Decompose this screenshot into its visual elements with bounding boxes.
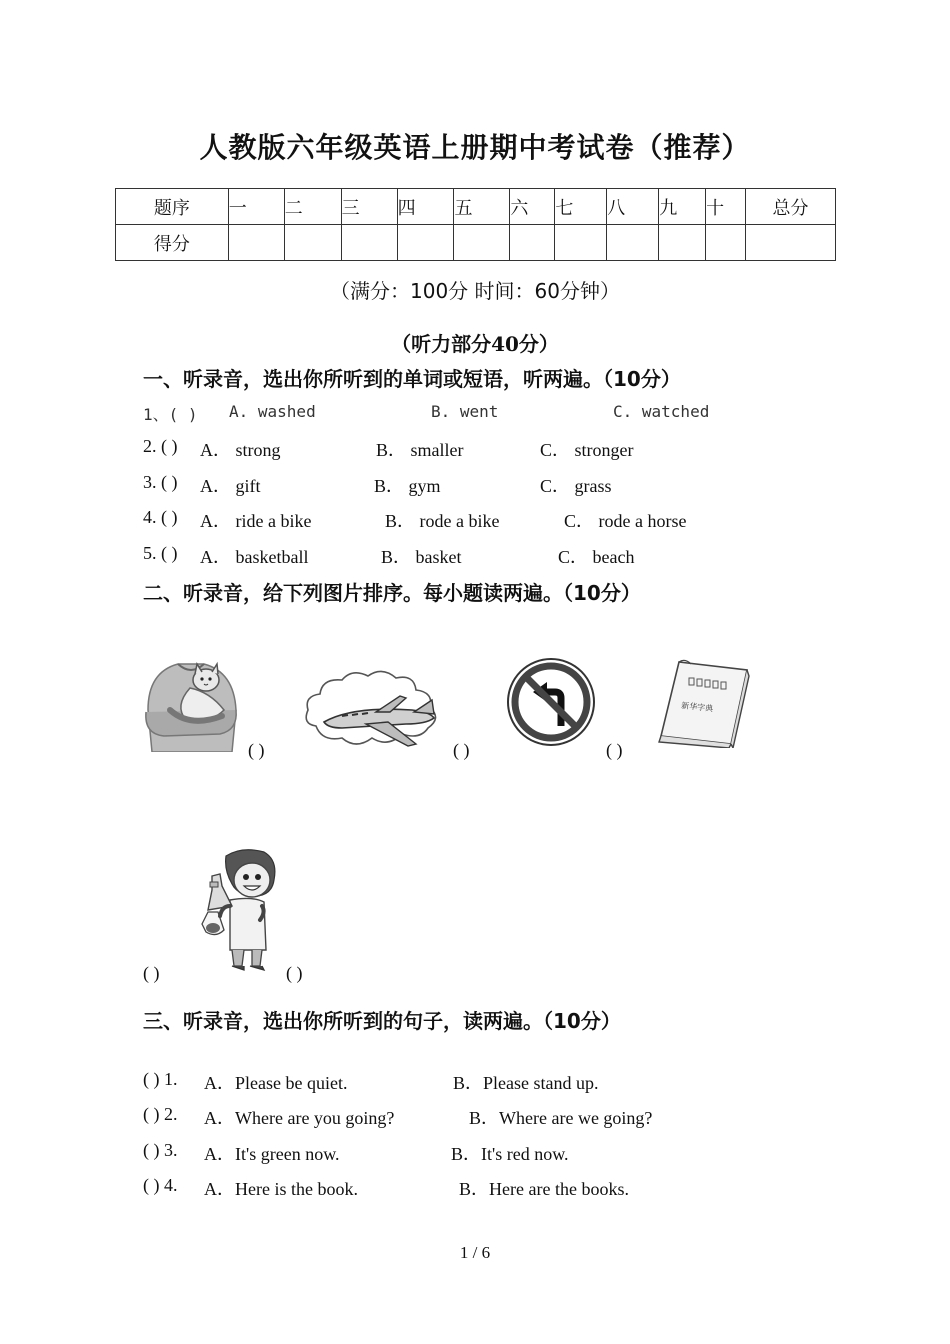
s3-q2-option-b: B．Where are we going? — [469, 1108, 653, 1128]
score-input-8[interactable] — [607, 225, 659, 261]
q5-option-a: A． basketball — [200, 547, 309, 567]
section1-heading: 一、听录音，选出你所听到的单词或短语，听两遍。（10分） — [143, 367, 681, 391]
picture3-answer-blank[interactable]: ( ) — [606, 740, 623, 760]
q2-option-b: B． smaller — [376, 440, 464, 460]
page-number: 1 / 6 — [459, 1243, 491, 1262]
q4-number[interactable]: 4. ( ) — [143, 507, 178, 527]
score-table — [115, 188, 836, 261]
q1-number[interactable]: 1、( ) — [143, 405, 198, 424]
page-title: 人教版六年级英语上册期中考试卷（推荐） — [199, 131, 751, 164]
s3-q4-option-b: B．Here are the books. — [459, 1179, 629, 1199]
score-table-header-row — [116, 189, 836, 225]
score-input-5[interactable] — [454, 225, 510, 261]
score-input-6[interactable] — [510, 225, 555, 261]
q1-option-a: A. washed — [229, 402, 316, 421]
section2-heading: 二、听录音，给下列图片排序。每小题读两遍。（10分） — [143, 581, 641, 605]
q2-option-c: C． stronger — [540, 440, 634, 460]
score-input-9[interactable] — [659, 225, 706, 261]
picture1-answer-blank[interactable]: ( ) — [248, 740, 265, 760]
picture6-answer-blank[interactable]: ( ) — [286, 963, 303, 983]
section3-heading: 三、听录音，选出你所听到的句子，读两遍。（10分） — [143, 1009, 621, 1033]
boy-with-flask-image — [192, 846, 280, 974]
s3-q3-option-a: A．It's green now. — [204, 1144, 340, 1164]
no-left-turn-sign-image — [505, 656, 597, 748]
table-cell-1: 一 — [228, 189, 284, 225]
listening-label: （听力部分40分） — [391, 332, 559, 356]
person-holding-cat-image — [140, 650, 242, 752]
score-table-score-row — [116, 225, 836, 261]
score-input-3[interactable] — [341, 225, 397, 261]
picture2-answer-blank[interactable]: ( ) — [453, 740, 470, 760]
dictionary-book-image — [655, 656, 751, 748]
table-cell-question-no: 题序 — [116, 189, 229, 225]
score-input-4[interactable] — [397, 225, 454, 261]
q1-option-b: B. went — [431, 402, 499, 421]
table-cell-10: 十 — [706, 189, 746, 225]
exam-meta: （满分：100分 时间：60分钟） — [330, 279, 620, 303]
q4-option-c: C． rode a horse — [564, 511, 687, 531]
s3-q1-option-a: A．Please be quiet. — [204, 1073, 348, 1093]
table-cell-score-label: 得分 — [116, 225, 229, 261]
s3-q4-number[interactable]: ( ) 4. — [143, 1175, 178, 1195]
q3-number[interactable]: 3. ( ) — [143, 472, 178, 492]
s3-q2-option-a: A．Where are you going? — [204, 1108, 395, 1128]
picture5-answer-blank[interactable]: ( ) — [143, 963, 160, 983]
q2-number[interactable]: 2. ( ) — [143, 436, 178, 456]
q5-option-c: C． beach — [558, 547, 635, 567]
score-input-7[interactable] — [555, 225, 607, 261]
table-cell-7: 七 — [555, 189, 607, 225]
s3-q4-option-a: A．Here is the book. — [204, 1179, 358, 1199]
s3-q3-number[interactable]: ( ) 3. — [143, 1140, 178, 1160]
q2-option-a: A． strong — [200, 440, 281, 460]
table-cell-5: 五 — [454, 189, 510, 225]
q4-option-a: A． ride a bike — [200, 511, 312, 531]
airplane-image — [302, 666, 444, 752]
dictionary-title-text: 新华字典 — [680, 701, 714, 714]
score-input-total[interactable] — [746, 225, 836, 261]
score-input-1[interactable] — [228, 225, 284, 261]
table-cell-2: 二 — [284, 189, 341, 225]
q5-number[interactable]: 5. ( ) — [143, 543, 178, 563]
q3-option-b: B． gym — [374, 476, 441, 496]
table-cell-6: 六 — [510, 189, 555, 225]
s3-q1-option-b: B．Please stand up. — [453, 1073, 599, 1093]
s3-q1-number[interactable]: ( ) 1. — [143, 1069, 178, 1089]
q3-option-a: A． gift — [200, 476, 261, 496]
q5-option-b: B． basket — [381, 547, 462, 567]
table-cell-8: 八 — [607, 189, 659, 225]
s3-q3-option-b: B．It's red now. — [451, 1144, 569, 1164]
table-cell-total: 总分 — [746, 189, 836, 225]
score-input-10[interactable] — [706, 225, 746, 261]
table-cell-9: 九 — [659, 189, 706, 225]
table-cell-3: 三 — [341, 189, 397, 225]
q3-option-c: C． grass — [540, 476, 612, 496]
q1-option-c: C. watched — [613, 402, 710, 421]
score-input-2[interactable] — [284, 225, 341, 261]
s3-q2-number[interactable]: ( ) 2. — [143, 1104, 178, 1124]
q4-option-b: B． rode a bike — [385, 511, 500, 531]
table-cell-4: 四 — [397, 189, 454, 225]
